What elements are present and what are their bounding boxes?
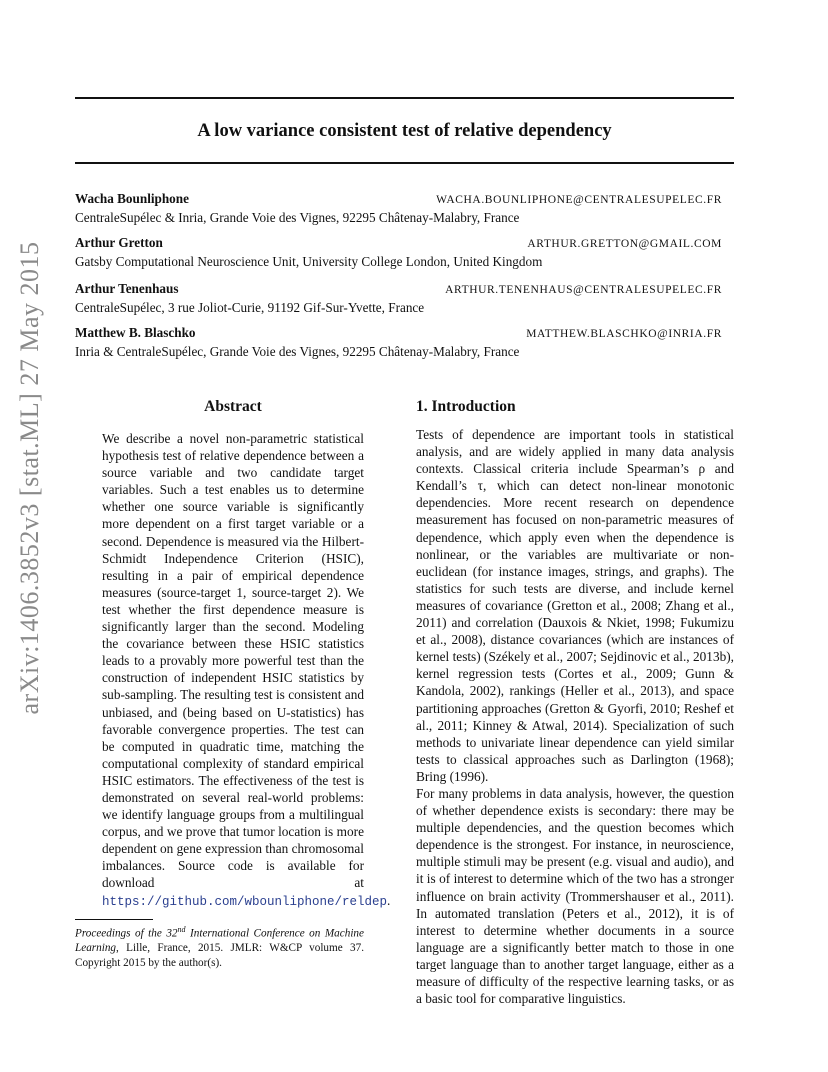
- author-email[interactable]: ARTHUR.TENENHAUS@CENTRALESUPELEC.FR: [445, 284, 722, 296]
- author-name: Wacha Bounliphone: [75, 191, 189, 206]
- author-name: Matthew B. Blaschko: [75, 325, 196, 340]
- author-name: Arthur Tenenhaus: [75, 281, 179, 296]
- author-email[interactable]: WACHA.BOUNLIPHONE@CENTRALESUPELEC.FR: [436, 194, 722, 206]
- author-block: [75, 190, 722, 230]
- title-rule-bottom: [75, 162, 734, 164]
- author-affiliation: Inria & CentraleSupélec, Grande Voie des Vignes, 92295 Châtenay-Malabry, France: [75, 344, 520, 359]
- source-code-link[interactable]: https://github.com/wbounliphone/reldep: [102, 894, 388, 909]
- paper-title: A low variance consistent test of relative dependency: [197, 121, 612, 141]
- footnote-prefix: Proceedings of the 32: [75, 927, 178, 940]
- arxiv-sidebar-stamp: [0, 0, 60, 1072]
- footnote-rest: , Lille, France, 2015. JMLR: W&CP volume 37. Copyright 2015 by the author(s).: [75, 942, 364, 969]
- introduction-paragraph-1: Tests of dependence are important tools in statistical analysis, and are widely applied in many data analysis contexts. Classical criteria include Spearman’s ρ and Kendall’s τ, which can detect non-linear monotonic dependencies. More recent research on dependence measurement has focused on non-parametric measures of dependence, which apply even when the dependence is nonlinear, or the variables are multivariate or non-euclidean (for instance images, strings, and graphs). The statistics for such tests are diverse, and include kernel measures of covariance (Gretton et al., 2008; Zhang et al., 2011) and correlation (Dauxois & Nkiet, 1998; Fukumizu et al., 2008), distance covariances (which are instances of kernel tests) (Székely et al., 2007; Sejdinovic et al., 2013b), kernel regression tests (Cortes et al., 2009; Gunn & Kandola, 2002), rankings (Heller et al., 2013), and space partitioning approaches (Gretton & Gyorfi, 2010; Reshef et al., 2011; Kinney & Atwal, 2014). Specialization of such methods to univariate linear dependence can yield similar tests to classical approaches such as Darlington (1968); Bring (1996).: [416, 427, 734, 784]
- author-block: [75, 234, 722, 274]
- author-block: [75, 324, 722, 364]
- author-affiliation: CentraleSupélec & Inria, Grande Voie des Vignes, 92295 Châtenay-Malabry, France: [75, 210, 520, 225]
- author-email[interactable]: MATTHEW.BLASCHKO@INRIA.FR: [526, 328, 722, 340]
- title-rule-top: [75, 97, 734, 99]
- abstract-end-period: .: [387, 892, 391, 908]
- proceedings-footnote: [75, 923, 364, 970]
- footnote-rule: [75, 919, 153, 920]
- arxiv-identifier: arXiv:1406.3852v3 [stat.ML] 27 May 2015: [15, 241, 44, 715]
- footnote-superscript: nd: [177, 925, 186, 934]
- introduction-paragraph-2: For many problems in data analysis, however, the question of whether dependence exists is secondary: there may be multiple dependencies, and the question becomes which dependence is the strongest. For instance, in neuroscience, multiple stimuli may be present (e.g. visual and audio), and it is of interest to determine which of the two has a stronger influence on brain activity (Trommershauser et al., 2011). In automated translation (Peters et al., 2012), it is of interest to determine whether documents in a source language are a significantly better match to those in one target language than to another target language, either as a measure of difficulty of the respective learning tasks, or as a basic tool for comparative linguistics.: [416, 786, 734, 1007]
- author-name: Arthur Gretton: [75, 235, 163, 250]
- author-email[interactable]: ARTHUR.GRETTON@GMAIL.COM: [527, 238, 722, 250]
- author-affiliation: CentraleSupélec, 3 rue Joliot-Curie, 91192 Gif-Sur-Yvette, France: [75, 300, 425, 315]
- footnote-conference: International Conference on Machine Learning: [75, 927, 364, 955]
- author-affiliation: Gatsby Computational Neuroscience Unit, University College London, United Kingdom: [75, 254, 543, 269]
- abstract-text: We describe a novel non-parametric statistical hypothesis test of relative dependence between a source variable and two candidate target variables. Such a test enables us to determine whether one source variable is significantly more dependent on a first target variable or a second. Dependence is measured via the Hilbert-Schmidt Independence Criterion (HSIC), resulting in a pair of empirical dependence measures (source-target 1, source-target 2). We test whether the first dependence measure is significantly larger than the second. Modeling the covariance between these HSIC statistics leads to a provably more powerful test than the construction of independent HSIC statistics by sub-sampling. The resulting test is consistent and unbiased, and (being based on U-statistics) has favorable convergence properties. The test can be computed in quadratic time, matching the computational complexity of standard empirical HSIC estimators. The effectiveness of the test is demonstrated on several real-world problems: we identify language groups from a multilingual corpus, and we prove that tumor location is more dependent on gene expression than chromosomal imbalances. Source code is available for download at: [102, 431, 364, 891]
- introduction-heading: 1. Introduction: [416, 398, 516, 415]
- abstract-body: [102, 430, 391, 911]
- abstract-heading: Abstract: [204, 398, 262, 415]
- author-block: [75, 280, 722, 320]
